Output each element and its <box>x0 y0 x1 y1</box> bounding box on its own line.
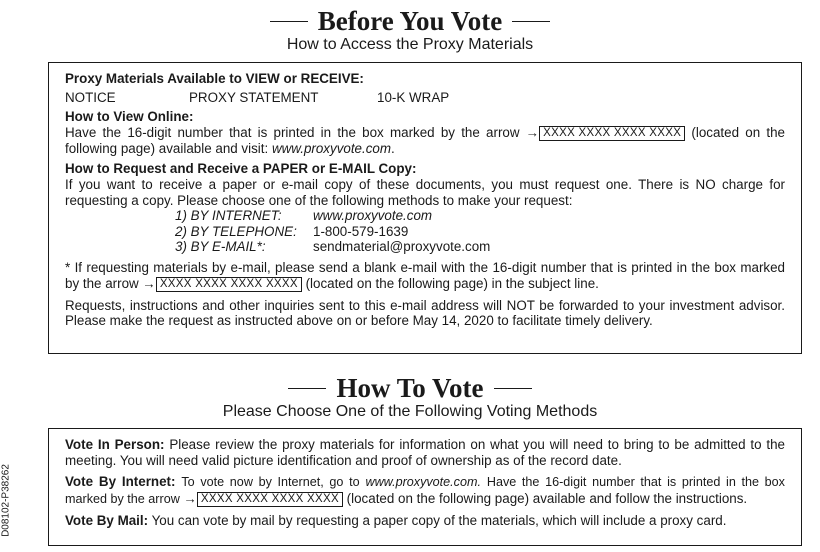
materials-available-heading: Proxy Materials Available to VIEW or RECEIVE: <box>65 71 364 86</box>
vote-by-mail <box>65 513 785 529</box>
material-notice: NOTICE <box>65 89 116 105</box>
how-to-vote-title <box>288 373 531 403</box>
method-email-label: 3) BY E-MAIL*: <box>175 239 266 255</box>
view-online-text: Have the 16-digit number that is printed in the box marked by the arrow → XXXX XXXX XXXX XXXX (located on the following page) available and visit: www.proxyvote.com. <box>65 124 785 156</box>
proxy-materials-box <box>48 62 802 354</box>
vote-in-person <box>65 437 785 468</box>
voting-methods-box <box>48 428 802 546</box>
before-you-vote-header <box>0 6 820 54</box>
request-methods <box>65 208 785 255</box>
before-you-vote-subtitle: How to Access the Proxy Materials <box>286 36 534 53</box>
email-note <box>65 260 785 292</box>
vote-in-person-label: Vote In Person: <box>65 437 165 452</box>
material-10k-wrap: 10-K WRAP <box>377 89 450 105</box>
title-rule-right <box>512 21 550 22</box>
control-number-box: XXXX XXXX XXXX XXXX <box>539 126 685 141</box>
control-number-box: XXXX XXXX XXXX XXXX <box>156 277 302 292</box>
material-proxy-statement: PROXY STATEMENT <box>189 89 319 105</box>
view-online-text-1: Have the 16-digit number that is printed in the box marked by the arrow <box>65 124 520 140</box>
document-code: D08102-P38262 <box>0 464 12 537</box>
method-telephone-label: 2) BY TELEPHONE: <box>175 223 297 239</box>
arrow-icon: → <box>142 275 156 291</box>
method-internet <box>65 208 785 224</box>
before-title-text: Before You Vote <box>317 6 503 36</box>
method-telephone-value: 1-800-579-1639 <box>313 223 409 239</box>
before-you-vote-title <box>270 6 551 36</box>
vote-by-internet <box>65 474 785 507</box>
view-online-heading: How to View Online: <box>65 109 194 125</box>
arrow-icon: → <box>183 490 197 506</box>
vote-by-mail-label: Vote By Mail: <box>65 513 149 529</box>
vote-by-internet-label: Vote By Internet: <box>65 474 176 490</box>
vote-by-internet-text-1: To vote now by Internet, go to <box>181 475 360 490</box>
materials-list <box>65 90 785 106</box>
method-email-value[interactable]: sendmaterial@proxyvote.com <box>313 239 491 255</box>
arrow-icon: → <box>525 124 540 140</box>
title-rule-right <box>494 388 532 389</box>
email-note-text-2: (located on the following page) in the subject line. <box>305 275 599 291</box>
vote-by-internet-text-3: (located on the following page) available and follow the instructions. <box>346 490 748 506</box>
how-title-text: How To Vote <box>336 373 484 403</box>
method-internet-label: 1) BY INTERNET: <box>175 208 282 224</box>
title-rule-left <box>288 388 326 389</box>
requests-note: Requests, instructions and other inquiries sent to this e-mail address will NOT be forwarded to your investment advisor. Please make the request as instructed above on or before May 14, 2020 to facilitate timely delivery. <box>65 297 785 329</box>
vote-by-internet-text-2: Have the 16-digit number that is printed in the box marked by the arrow <box>65 475 785 506</box>
view-online-text-2: (located on the following page) available and visit: <box>65 124 785 156</box>
how-to-vote-subtitle: Please Choose One of the Following Voting Methods <box>222 403 598 420</box>
vote-by-mail-text: You can vote by mail by requesting a paper copy of the materials, which will include a proxy card. <box>151 513 727 529</box>
title-rule-left <box>270 21 308 22</box>
email-note-text-1: * If requesting materials by e-mail, please send a blank e-mail with the 16-digit number that is printed in the box marked by the arrow <box>65 259 785 291</box>
method-email <box>65 239 785 255</box>
request-copy-text: If you want to receive a paper or e-mail copy of these documents, you must request one. There is NO charge for requesting a copy. Please choose one of the following methods to make your request: <box>65 176 785 208</box>
vote-by-internet-url[interactable]: www.proxyvote.com. <box>365 475 481 490</box>
request-copy-heading: How to Request and Receive a PAPER or E-MAIL Copy: <box>65 161 417 177</box>
control-number-box: XXXX XXXX XXXX XXXX <box>197 492 343 507</box>
method-internet-value[interactable]: www.proxyvote.com <box>313 208 433 224</box>
how-to-vote-header <box>0 373 820 421</box>
view-online-url[interactable]: www.proxyvote.com <box>271 140 392 156</box>
method-telephone <box>65 224 785 240</box>
vote-in-person-text: Please review the proxy materials for information on what you will need to bring to be admitted to the meeting. You will need valid picture identification and proof of ownership as of the record date. <box>65 437 786 468</box>
